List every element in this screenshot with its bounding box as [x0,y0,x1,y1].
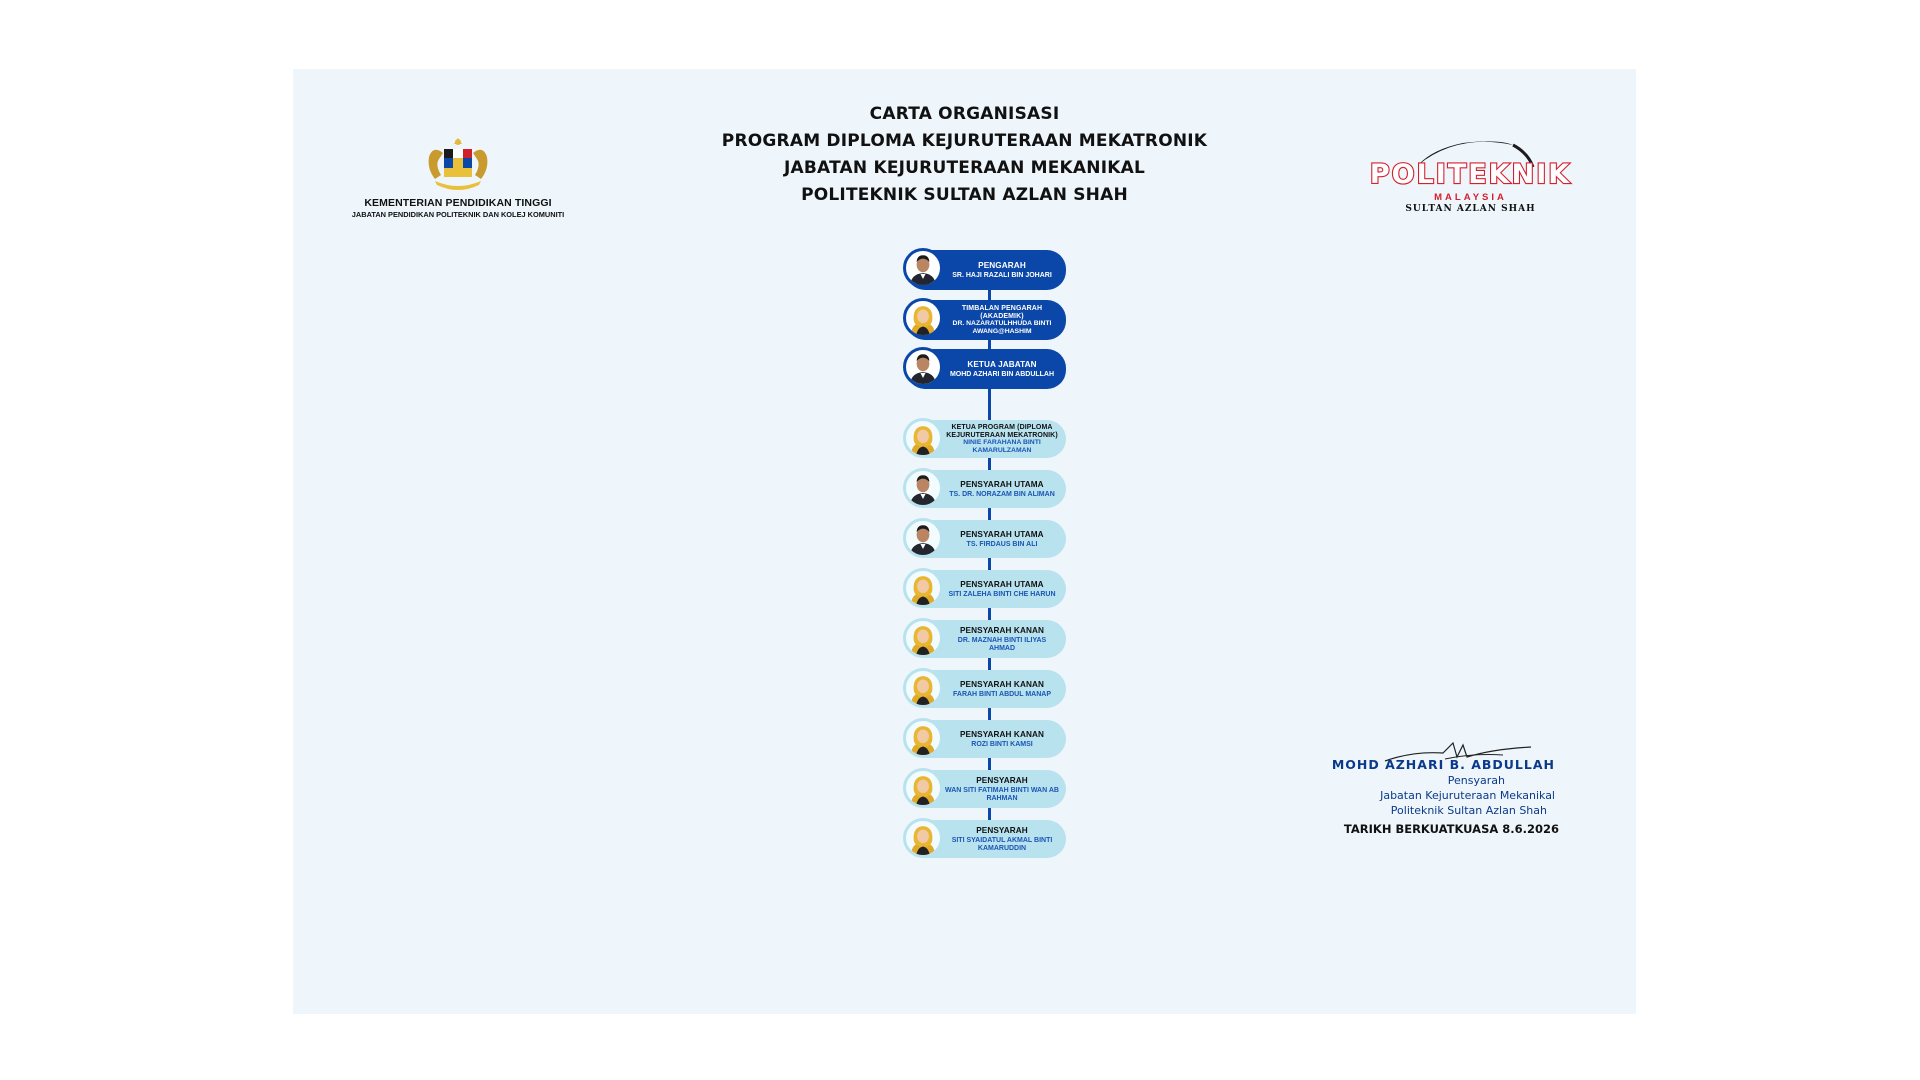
polytechnic-campus: SULTAN AZLAN SHAH [1405,204,1536,214]
node-person-name: SR. HAJI RAZALI BIN JOHARI [952,271,1052,279]
node-role: PENSYARAH KANAN [960,679,1044,689]
signatory-name: MOHD AZHARI B. ABDULLAH [1331,757,1555,772]
female-portrait-icon [903,668,943,708]
node-person-name: SITI SYAIDATUL AKMAL BINTI KAMARUDDIN [951,836,1053,852]
staff-node [906,420,1066,458]
female-portrait-icon [903,618,943,658]
staff-node [906,520,1066,558]
staff-node [906,820,1066,858]
staff-node [906,720,1066,758]
male-portrait-icon [903,248,943,288]
female-portrait-icon [903,418,943,458]
female-portrait-icon [903,568,943,608]
ministry-logo [328,135,588,219]
effective-date: TARIKH BERKUATKUASA 8.6.2026 [1343,822,1559,836]
ministry-subname: JABATAN PENDIDIKAN POLITEKNIK DAN KOLEJ KOMUNITI [351,210,565,219]
node-role: PENSYARAH [976,775,1028,785]
female-portrait-icon [903,718,943,758]
connector-line [988,387,991,422]
node-role: TIMBALAN PENGARAH (AKADEMIK) [961,305,1043,320]
node-person-name: TS. DR. NORAZAM BIN ALIMAN [949,490,1055,498]
leader-node [906,250,1066,290]
staff-node [906,570,1066,608]
polytechnic-logo [1363,131,1578,214]
node-role: PENSYARAH KANAN [960,729,1044,739]
node-role: PENSYARAH UTAMA [960,529,1044,539]
title-line-1: CARTA ORGANISASI [869,104,1060,124]
title-line-2: PROGRAM DIPLOMA KEJURUTERAAN MEKATRONIK [721,131,1208,151]
node-person-name: TS. FIRDAUS BIN ALI [966,540,1038,548]
female-portrait-icon [903,768,943,808]
node-person-name: WAN SITI FATIMAH BINTI WAN AB RAHMAN [945,786,1059,802]
node-person-name: ROZI BINTI KAMSI [971,740,1033,748]
node-role: PENSYARAH UTAMA [960,579,1044,589]
node-role: PENSYARAH UTAMA [960,479,1044,489]
polytechnic-country: MALAYSIA [1434,192,1507,203]
node-person-name: MOHD AZHARI BIN ABDULLAH [949,370,1055,378]
org-chart-panel [293,69,1636,1014]
staff-node [906,770,1066,808]
polytechnic-word: POLITEKNIK [1369,159,1572,190]
staff-node [906,470,1066,508]
male-portrait-icon [903,518,943,558]
node-role: PENSYARAH KANAN [960,625,1044,635]
node-role: PENGARAH [978,260,1026,270]
staff-node [906,620,1066,658]
signatory-department: Jabatan Kejuruteraan Mekanikal [1380,789,1555,802]
signatory-institution: Politeknik Sultan Azlan Shah [1390,804,1547,817]
leader-node [906,349,1066,389]
ministry-name: KEMENTERIAN PENDIDIKAN TINGGI [364,197,552,209]
male-portrait-icon [903,347,943,387]
leader-node [906,300,1066,340]
coat-of-arms-icon [421,135,495,193]
node-role: KETUA JABATAN [967,359,1037,369]
title-line-3: JABATAN KEJURUTERAAN MEKANIKAL [784,158,1145,178]
female-portrait-icon [903,818,943,858]
node-person-name: DR. NAZARATULHHUDA BINTI AWANG@HASHIM [952,320,1052,335]
staff-node [906,670,1066,708]
node-person-name: NINIE FARAHANA BINTI KAMARULZAMAN [963,439,1041,454]
signatory-position: Pensyarah [1447,774,1505,787]
node-person-name: SITI ZALEHA BINTI CHE HARUN [948,590,1056,598]
node-role: PENSYARAH [976,825,1028,835]
node-role: KETUA PROGRAM (DIPLOMA KEJURUTERAAN MEKATRONIK) [946,424,1058,439]
male-portrait-icon [903,468,943,508]
node-person-name: FARAH BINTI ABDUL MANAP [953,690,1051,698]
title-line-4: POLITEKNIK SULTAN AZLAN SHAH [801,185,1128,205]
node-person-name: DR. MAZNAH BINTI ILIYAS AHMAD [957,636,1047,652]
female-portrait-icon [903,298,943,338]
